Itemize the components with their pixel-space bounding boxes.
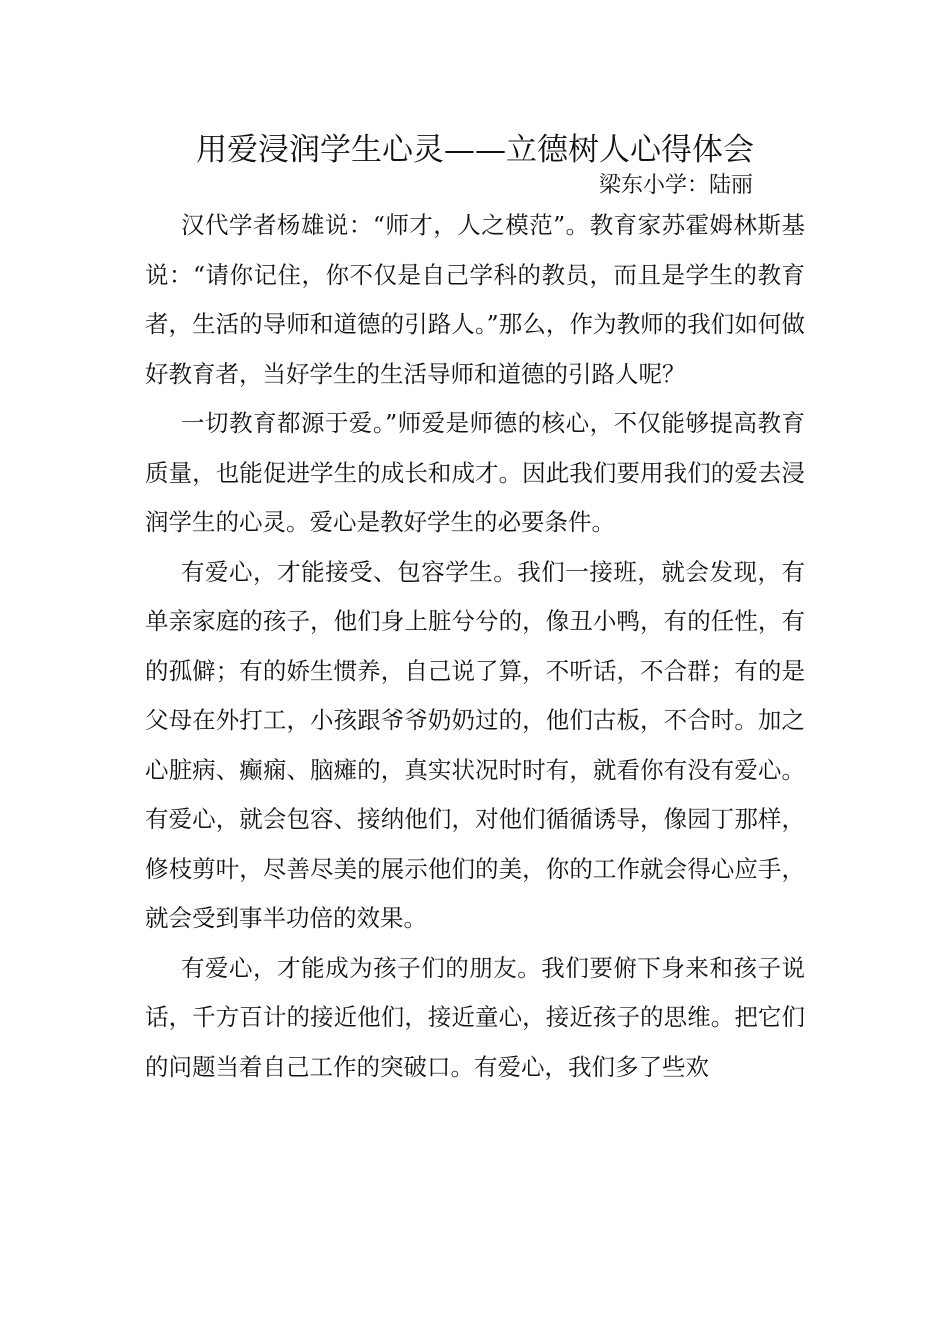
paragraph: 有爱心，才能成为孩子们的朋友。我们要俯下身来和孩子说话，千方百计的接近他们，接近童心，接近孩子的思维。把它们的问题当着自己工作的突破口。有爱心，我们多了些欢 bbox=[145, 953, 805, 1081]
document-title: 用爱浸润学生心灵——立德树人心得体会 bbox=[196, 132, 754, 168]
paragraph: 汉代学者杨雄说：“师才，人之模范”。教育家苏霍姆林斯基说：“请你记住，你不仅是自己学科的教员，而且是学生的教育者，生活的导师和道德的引路人。”那么，作为教师的我们如何做好教育者，当好学生的生活导师和道德的引路人呢？ bbox=[145, 211, 805, 388]
document-author: 梁东小学：陆丽 bbox=[598, 173, 753, 198]
document-body bbox=[145, 201, 805, 1092]
paragraph: 有爱心，才能接受、包容学生。我们一接班，就会发现，有单亲家庭的孩子，他们身上脏兮兮的，像丑小鸭，有的任性，有的孤僻；有的娇生惯养，自己说了算，不听话，不合群；有的是父母在外打工，小孩跟爷爷奶奶过的，他们古板，不合时。加之心脏病、癫痫、脑瘫的，真实状况时时有，就看你有没有爱心。有爱心，就会包容、接纳他们，对他们循循诱导，像园丁那样，修枝剪叶，尽善尽美的展示他们的美，你的工作就会得心应手，就会受到事半功倍的效果。 bbox=[145, 557, 805, 932]
paragraph: 一切教育都源于爱。”师爱是师德的核心，不仅能够提高教育质量，也能促进学生的成长和成才。因此我们要用我们的爱去浸润学生的心灵。爱心是教好学生的必要条件。 bbox=[145, 409, 805, 536]
